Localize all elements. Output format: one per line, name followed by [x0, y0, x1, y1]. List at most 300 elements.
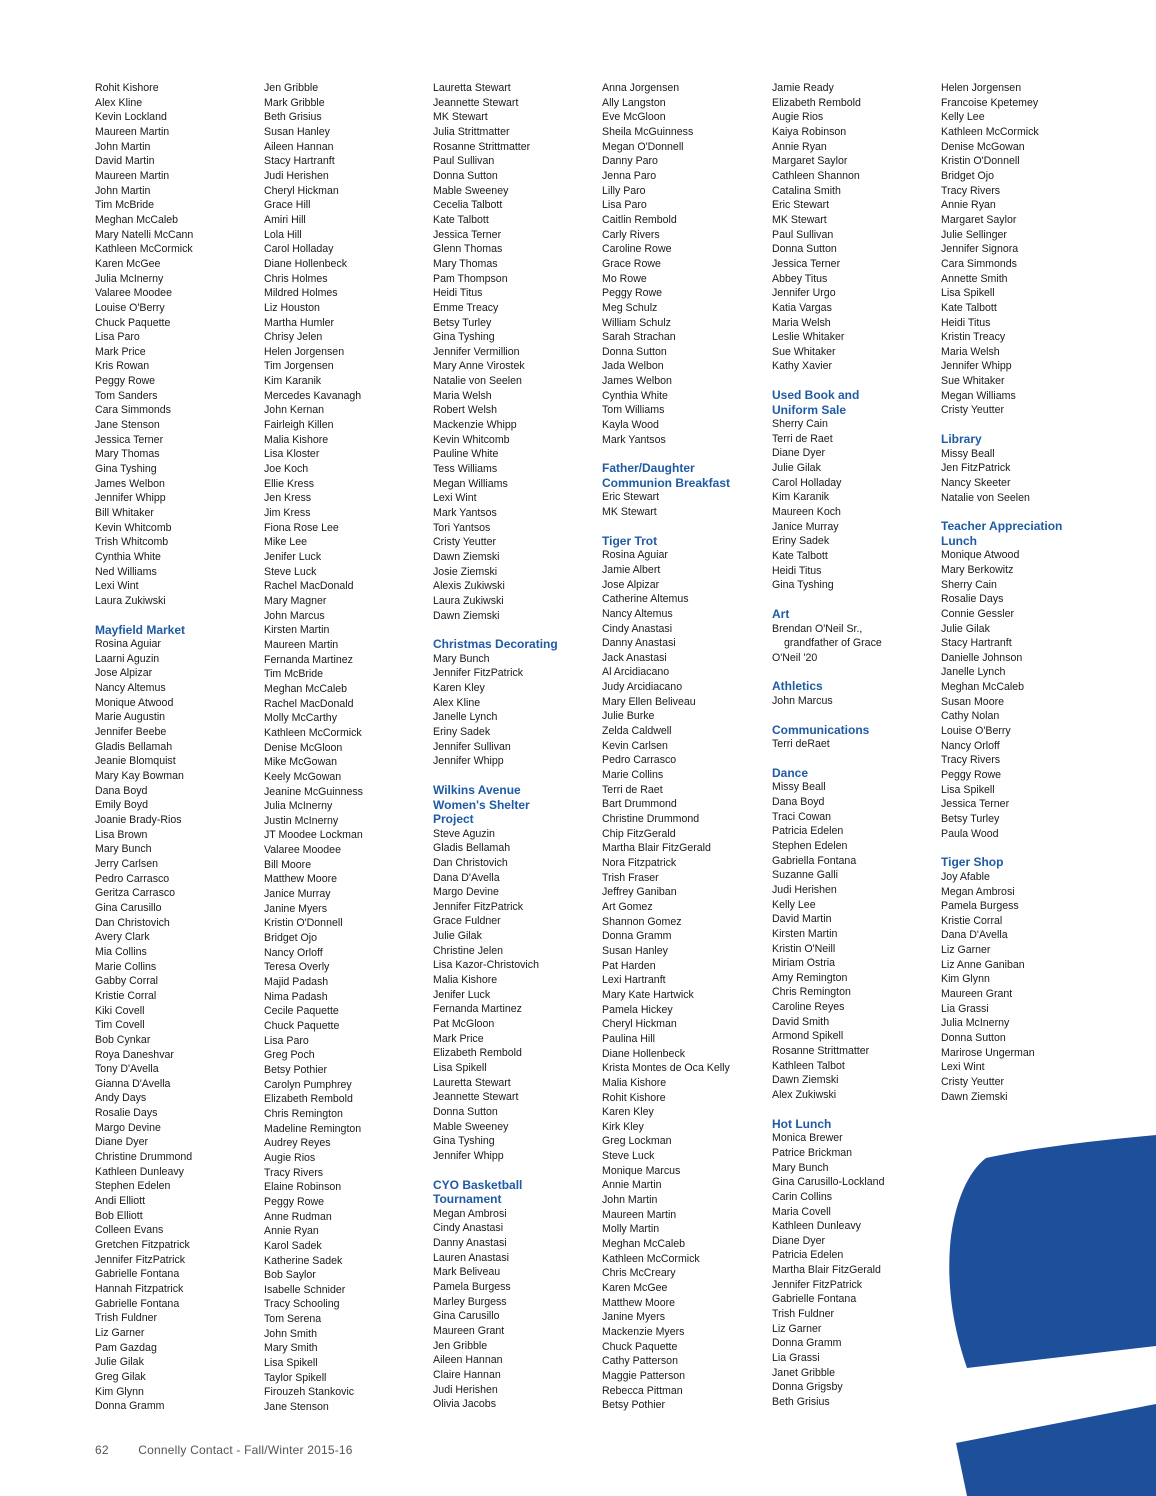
name-entry: Lexi Wint [95, 580, 139, 593]
name-entry: Justin McInerny [264, 814, 339, 827]
name-entry: Donna Sutton [602, 345, 667, 358]
name-entry: Jenifer Luck [433, 988, 491, 1001]
name-entry: Alex Kline [433, 696, 481, 709]
name-entry: Joe Koch [264, 463, 309, 476]
name-entry: Kathleen McCormick [602, 1252, 700, 1265]
name-entry: Nima Padash [264, 990, 328, 1003]
name-entry: Lauretta Stewart [433, 82, 511, 94]
name-entry: Martha Blair FitzGerald [602, 842, 711, 855]
name-entry: Molly McCarthy [264, 712, 337, 725]
name-entry: Kevin Lockland [95, 111, 167, 124]
name-entry: Heidi Titus [941, 316, 991, 329]
name-entry: Jen Kress [264, 492, 312, 505]
name-entry: Donna Sutton [941, 1032, 1006, 1045]
name-entry: Natalie von Seelen [941, 491, 1030, 504]
name-entry: Pamela Burgess [433, 1280, 511, 1293]
name-entry: Catalina Smith [772, 184, 841, 197]
name-entry: Diane Dyer [772, 1234, 825, 1247]
name-entry: Cynthia White [95, 551, 161, 563]
name-entry: Jeanine McGuinness [264, 785, 363, 798]
name-entry: Trish Fuldner [95, 1312, 158, 1325]
name-entry: Mary Bunch [433, 652, 490, 665]
name-entry: Brendan O'Neil Sr., [772, 622, 863, 635]
name-entry: Steve Luck [602, 1150, 655, 1163]
name-entry: Lisa Spikell [433, 1062, 487, 1075]
section-heading: Communications [772, 722, 870, 737]
name-entry: JT Moodee Lockman [264, 829, 363, 842]
name-entry: Danny Anastasi [433, 1236, 507, 1249]
name-entry: Greg Poch [264, 1049, 315, 1062]
name-entry: Martha Blair FitzGerald [772, 1264, 881, 1277]
name-entry: Rohit Kishore [95, 82, 159, 94]
name-entry: Kiki Covell [95, 1004, 145, 1017]
name-entry: Emily Boyd [95, 799, 148, 812]
name-entry: Rosalie Days [95, 1107, 158, 1120]
name-entry: Dawn Ziemski [941, 1090, 1008, 1103]
name-entry: Louise O'Berry [95, 301, 165, 314]
name-entry: Steve Aguzin [433, 827, 495, 840]
name-entry: Shannon Gomez [602, 915, 682, 928]
name-entry: Carin Collins [772, 1190, 833, 1203]
name-entry: Rosanne Strittmatter [433, 140, 531, 153]
name-entry: Karen Kley [433, 682, 485, 695]
name-entry: Jada Welbon [602, 360, 664, 373]
name-entry: Emme Treacy [433, 301, 499, 314]
name-entry: Jose Alpizar [602, 578, 660, 591]
name-entry: Elizabeth Rembold [772, 96, 861, 109]
name-entry: Margaret Saylor [772, 155, 848, 168]
name-entry: Fiona Rose Lee [264, 521, 339, 534]
name-entry: Stephen Edelen [772, 839, 848, 852]
page-number: 62 [95, 1443, 109, 1457]
name-entry: Maggie Patterson [602, 1369, 686, 1382]
name-entry: Chuck Paquette [602, 1340, 678, 1353]
section-heading: Hot Lunch [772, 1116, 832, 1131]
name-entry: Majid Padash [264, 976, 329, 989]
name-entry: John Marcus [772, 694, 833, 707]
name-entry: Judy Arcidiacano [602, 681, 683, 694]
name-entry: Laura Zukiwski [433, 594, 504, 607]
name-entry: Meg Schulz [602, 301, 658, 314]
name-entry: Tim McBride [95, 199, 155, 212]
name-entry: Kelly Lee [772, 898, 816, 911]
name-entry: Valaree Moodee [95, 287, 172, 300]
name-entry: Louise O'Berry [941, 725, 1011, 738]
name-entry: Trish Fuldner [772, 1308, 835, 1321]
name-entry: Grace Fuldner [433, 915, 501, 928]
name-entry: Kaiya Robinson [772, 125, 847, 138]
name-entry: Kayla Wood [602, 419, 659, 432]
name-entry: Paulina Hill [602, 1032, 655, 1045]
name-entry: Gabriella Fontana [772, 854, 857, 867]
name-entry: Mary Smith [264, 1342, 318, 1355]
name-entry: Kristie Corral [95, 989, 157, 1002]
name-entry: Kim Karanik [264, 375, 322, 388]
name-entry: Gina Carusillo [95, 901, 162, 914]
name-entry: Maria Welsh [433, 389, 492, 402]
name-entry: Diane Dyer [95, 1136, 148, 1149]
name-entry: Mark Gribble [264, 96, 325, 109]
name-entry: Betsy Pothier [602, 1399, 666, 1412]
name-entry: Bill Whitaker [95, 507, 154, 520]
name-entry: Gabrielle Fontana [772, 1293, 857, 1306]
name-entry: Kathy Xavier [772, 360, 833, 373]
name-entry: Danny Anastasi [602, 637, 676, 650]
name-entry: Laarni Aguzin [95, 652, 160, 665]
name-entry: Liz Houston [264, 301, 320, 314]
name-entry: Jeannette Stewart [433, 96, 519, 109]
name-entry: Donna Gramm [772, 1337, 842, 1350]
name-entry: Chris Remington [264, 1107, 343, 1120]
name-entry: Lexi Wint [433, 492, 477, 505]
name-entry: Bill Moore [264, 858, 312, 871]
name-entry: Mable Sweeney [433, 1120, 509, 1133]
name-entry: Kelly Lee [941, 111, 985, 124]
name-entry: Christine Drummond [602, 813, 700, 826]
name-entry: Tracy Rivers [941, 184, 1001, 197]
name-entry: Donna Sutton [433, 169, 498, 182]
name-entry: Andy Days [95, 1092, 147, 1105]
name-entry: Jamie Albert [602, 563, 661, 576]
name-entry: Lia Grassi [772, 1352, 820, 1365]
name-entry: Colleen Evans [95, 1224, 164, 1237]
name-entry: Megan Ambrosi [941, 885, 1015, 898]
name-entry: Donna Sutton [433, 1106, 498, 1118]
name-entry: William Schulz [602, 316, 671, 329]
name-entry: Joy Afable [941, 870, 990, 883]
name-entry: Tony D'Avella [95, 1063, 159, 1076]
name-entry: David Martin [772, 913, 832, 926]
name-entry: Mercedes Kavanagh [264, 389, 362, 402]
name-entry: Marley Burgess [433, 1295, 507, 1308]
name-entry: Jennifer FitzPatrick [433, 667, 524, 680]
name-entry: Cheryl Hickman [602, 1018, 677, 1031]
name-entry: Mo Rowe [602, 272, 647, 285]
name-entry: Maureen Grant [941, 988, 1013, 1001]
name-entry: Dawn Ziemski [433, 609, 500, 622]
name-entry: Lauren Anastasi [433, 1251, 509, 1264]
name-entry: Augie Rios [772, 111, 824, 124]
name-entry: Nancy Orloff [264, 946, 323, 959]
name-entry: Liz Garner [95, 1326, 145, 1339]
name-entry: Lia Grassi [941, 1002, 989, 1015]
name-entry: Dana Boyd [772, 795, 825, 808]
name-entry: Diane Dyer [772, 447, 825, 460]
name-entry: Grace Rowe [602, 257, 661, 270]
page-footer [95, 1443, 353, 1457]
name-entry: Terri deRaet [772, 738, 830, 751]
name-entry: Lisa Spikell [941, 783, 995, 796]
name-entry: Ally Langston [602, 96, 666, 109]
name-entry: Annie Martin [602, 1179, 662, 1192]
name-entry: Denise McGowan [941, 140, 1025, 153]
name-entry: Valaree Moodee [264, 844, 341, 857]
name-entry: Danielle Johnson [941, 651, 1023, 664]
name-entry: Amy Remington [772, 971, 848, 984]
name-entry: Terri de Raet [772, 432, 833, 445]
name-entry: Malia Kishore [602, 1076, 667, 1089]
name-entry: Paul Sullivan [433, 155, 495, 168]
name-entry: Monique Atwood [941, 549, 1020, 562]
name-entry: Roya Daneshvar [95, 1048, 174, 1061]
name-entry: Cristy Yeutter [941, 1076, 1005, 1089]
section-heading: CYO Basketball Tournament [433, 1177, 523, 1207]
name-entry: Stacy Hartranft [264, 155, 335, 168]
name-entry: Susan Hanley [264, 125, 330, 138]
name-entry: Patricia Edelen [772, 825, 844, 838]
name-entry: Betsy Pothier [264, 1063, 328, 1076]
name-entry: Kathleen Dunleavy [95, 1165, 184, 1178]
name-entry: Patricia Edelen [772, 1249, 844, 1262]
name-entry: Susan Hanley [602, 944, 668, 957]
name-entry: Malia Kishore [264, 433, 329, 446]
name-entry: Jen Gribble [264, 82, 319, 94]
name-entry: Elizabeth Rembold [264, 1093, 353, 1106]
name-entry: Marie Augustin [95, 711, 166, 724]
name-entry: Janelle Lynch [941, 666, 1006, 679]
name-entry: James Welbon [95, 477, 165, 490]
name-entry: Meghan McCaleb [602, 1238, 686, 1251]
name-entry: Pat McGloon [433, 1018, 495, 1031]
name-entry: Monique Marcus [602, 1164, 681, 1177]
name-entry: Mary Bunch [772, 1161, 829, 1174]
name-entry: Peggy Rowe [941, 769, 1002, 782]
name-entry: Martha Humler [264, 316, 335, 329]
name-entry: Betsy Turley [433, 316, 492, 329]
section-heading: Teacher Appreciation Lunch [941, 519, 1063, 548]
name-entry: Aileen Hannan [433, 1354, 503, 1367]
name-entry: Jennifer Beebe [95, 726, 167, 739]
name-entry: Hannah Fitzpatrick [95, 1283, 184, 1295]
name-entry: Kim Glynn [941, 973, 990, 986]
name-entry: Kirsten Martin [772, 927, 838, 940]
name-entry: Megan Williams [433, 477, 508, 490]
name-entry: Rohit Kishore [602, 1091, 666, 1104]
name-entry: Lisa Paro [95, 331, 140, 344]
name-entry: Kathleen Talbot [772, 1059, 845, 1072]
name-entry: Julie Gilak [433, 930, 482, 943]
name-entry: Julie Sellinger [941, 228, 1007, 241]
name-entry: Mike Lee [264, 536, 307, 549]
name-entry: Lisa Kloster [264, 448, 320, 461]
name-entry: Helen Jorgensen [941, 82, 1022, 94]
name-entry: Mary Thomas [433, 257, 498, 270]
name-entry: Cristy Yeutter [941, 404, 1005, 417]
name-entry: Jessica Terner [941, 798, 1010, 811]
name-entry: Tom Williams [602, 404, 665, 417]
name-entry: Christine Drummond [95, 1151, 193, 1164]
name-entry: James Welbon [602, 375, 672, 388]
name-entry: Chuck Paquette [264, 1020, 340, 1032]
name-entry: Megan O'Donnell [602, 140, 684, 153]
name-entry: Leslie Whitaker [772, 331, 845, 344]
name-entry: Gina Tyshing [772, 579, 834, 592]
name-entry: MK Stewart [602, 506, 657, 519]
name-entry: Helen Jorgensen [264, 345, 345, 358]
name-entry: Gina Tyshing [95, 463, 157, 476]
name-entry: Janet Gribble [772, 1366, 836, 1379]
name-entry: Traci Cowan [772, 810, 832, 823]
name-entry: Paul Sullivan [772, 228, 834, 241]
name-entry: Peggy Rowe [602, 287, 663, 300]
name-entry: Cindy Anastasi [602, 622, 673, 635]
name-entry: Jennifer Whipp [941, 360, 1012, 373]
name-entry: Julia McInerny [941, 1017, 1010, 1030]
name-entry: Carolyn Pumphrey [264, 1078, 352, 1091]
name-entry: Mary Anne Virostek [433, 360, 525, 373]
name-entry: Ned Williams [95, 565, 157, 578]
section-heading: Father/Daughter Communion Breakfast [602, 461, 731, 490]
name-entry: Monica Brewer [772, 1132, 843, 1145]
name-entry: Art Gomez [602, 900, 653, 913]
name-entry: Chip FitzGerald [602, 827, 676, 840]
name-entry: Lauretta Stewart [433, 1076, 511, 1089]
name-entry: Cathleen Shannon [772, 169, 860, 182]
name-entry: Dan Christovich [433, 856, 508, 869]
name-entry: Rosina Aguiar [95, 638, 161, 651]
name-entry: Chris Holmes [264, 272, 328, 285]
name-entry: Mildred Holmes [264, 287, 338, 300]
name-entry: Julie Burke [602, 710, 655, 723]
name-entry: Karen Kley [602, 1106, 654, 1119]
name-entry: Kristin Treacy [941, 331, 1006, 344]
name-entry: Kathleen Dunleavy [772, 1220, 861, 1233]
name-entry: Gina Tyshing [433, 1135, 495, 1148]
name-entry: Kristin O'Donnell [264, 917, 343, 930]
name-entry: Eriny Sadek [772, 535, 830, 548]
name-entry: Maureen Martin [95, 169, 170, 182]
name-entry: Julia McInerny [264, 800, 333, 813]
name-entry: Cecelia Talbott [433, 199, 503, 212]
name-entry: Annie Ryan [772, 140, 827, 153]
name-entry: Dana D'Avella [433, 871, 500, 884]
publication-title: Connelly Contact - Fall/Winter 2015-16 [138, 1443, 353, 1457]
name-entry: Armond Spikell [772, 1030, 844, 1043]
name-entry: Mary Kay Bowman [95, 770, 184, 783]
name-entry: Kim Karanik [772, 491, 830, 504]
name-entry: Tom Serena [264, 1313, 322, 1326]
name-entry: Sue Whitaker [772, 345, 836, 358]
name-entry: Marie Collins [602, 769, 664, 782]
name-entry: Gianna D'Avella [95, 1077, 171, 1090]
name-entry: Al Arcidiacano [602, 666, 670, 679]
name-entry: Claire Hannan [433, 1368, 501, 1381]
name-entry: Bridget Ojo [941, 169, 994, 182]
name-entry: Kevin Whitcomb [433, 433, 510, 446]
name-entry: Peggy Rowe [264, 1195, 325, 1208]
name-entry: Isabelle Schnider [264, 1283, 346, 1296]
name-entry: John Kernan [264, 404, 325, 417]
name-entry: Gladis Bellamah [433, 842, 511, 855]
name-entry: Lola Hill [264, 228, 302, 241]
name-entry: Geritza Carrasco [95, 887, 176, 900]
name-entry: Marirose Ungerman [941, 1046, 1035, 1059]
name-entry: O'Neil '20 [772, 651, 818, 664]
name-entry: Nancy Skeeter [941, 476, 1011, 489]
name-entry: Cathy Patterson [602, 1355, 678, 1368]
name-entry: Sarah Strachan [602, 331, 676, 344]
name-entry: Greg Lockman [602, 1135, 672, 1148]
name-entry: Grace Hill [264, 199, 311, 212]
name-entry: MK Stewart [433, 111, 488, 124]
name-entry: Steve Luck [264, 565, 317, 578]
name-entry: Kirk Kley [602, 1120, 644, 1133]
name-entry: Mary Ellen Beliveau [602, 695, 696, 708]
name-entry: Mark Beliveau [433, 1266, 501, 1279]
name-entry: Carly Rivers [602, 228, 660, 241]
name-entry: Pam Thompson [433, 272, 508, 285]
name-entry: Kristin O'Donnell [941, 155, 1020, 168]
name-entry: Maureen Grant [433, 1324, 505, 1337]
name-entry: Janine Myers [264, 902, 327, 915]
name-entry: Jessica Terner [95, 433, 164, 446]
name-entry: Eve McGloon [602, 111, 666, 124]
section-heading: Library [941, 432, 982, 447]
name-entry: Maria Covell [772, 1205, 831, 1218]
name-entry: Kris Rowan [95, 360, 150, 373]
name-entry: Kevin Whitcomb [95, 521, 172, 534]
name-entry: Maureen Martin [95, 125, 170, 138]
name-entry: Stephen Edelen [95, 1180, 171, 1193]
name-entry: Gabrielle Fontana [95, 1268, 180, 1281]
name-entry: Liz Garner [772, 1322, 822, 1335]
name-entry: Tess Williams [433, 463, 498, 476]
name-entry: Julie Gilak [941, 622, 990, 635]
name-entry: Missy Beall [772, 781, 826, 794]
name-entry: Maria Welsh [772, 316, 831, 329]
column-3 [433, 81, 599, 1412]
name-entry: Terri de Raet [602, 783, 663, 796]
name-entry: Sheila McGuinness [602, 125, 694, 138]
name-entry: Pat Harden [602, 959, 656, 972]
section-heading: Tiger Trot [602, 533, 658, 548]
name-entry: Tracy Rivers [264, 1166, 324, 1179]
name-entry: Megan Ambrosi [433, 1207, 507, 1220]
name-entry: Jen FitzPatrick [941, 462, 1011, 475]
name-entry: Bob Saylor [264, 1269, 316, 1282]
name-entry: Kate Talbott [941, 301, 997, 314]
name-entry: Josie Ziemski [433, 565, 498, 578]
name-entry: Tim McBride [264, 668, 324, 681]
name-entry: Jeffrey Ganiban [602, 886, 677, 899]
name-entry: Kathleen McCormick [95, 243, 193, 256]
name-entry: Dan Christovich [95, 916, 170, 929]
name-entry: Teresa Overly [264, 961, 330, 974]
name-entry: Trish Whitcomb [95, 536, 169, 549]
name-entry: Jeannette Stewart [433, 1091, 519, 1104]
name-entry: Gina Tyshing [433, 331, 495, 344]
name-entry: Mary Bunch [95, 843, 152, 856]
name-entry: Julie Gilak [772, 462, 821, 475]
name-entry: Rosalie Days [941, 593, 1004, 606]
name-entry: Annie Ryan [264, 1225, 319, 1238]
column-1 [95, 81, 261, 1414]
name-entry: Maureen Koch [772, 506, 841, 519]
column-5 [772, 81, 938, 1410]
name-entry: Connie Gessler [941, 607, 1015, 620]
section-heading: Wilkins Avenue Women's Shelter Project [433, 783, 530, 827]
name-entry: Kathleen McCormick [264, 726, 362, 739]
name-entry: Mary Natelli McCann [95, 228, 194, 241]
name-entry: Julia Strittmatter [433, 125, 510, 138]
name-entry: Jim Kress [264, 507, 311, 520]
name-entry: Dana D'Avella [941, 929, 1008, 942]
name-entry: Maria Welsh [941, 345, 1000, 358]
name-entry: Julie Gilak [95, 1356, 144, 1369]
name-entry: John Marcus [264, 609, 325, 622]
name-entry: Eriny Sadek [433, 726, 491, 739]
name-entry: Mable Sweeney [433, 184, 509, 197]
